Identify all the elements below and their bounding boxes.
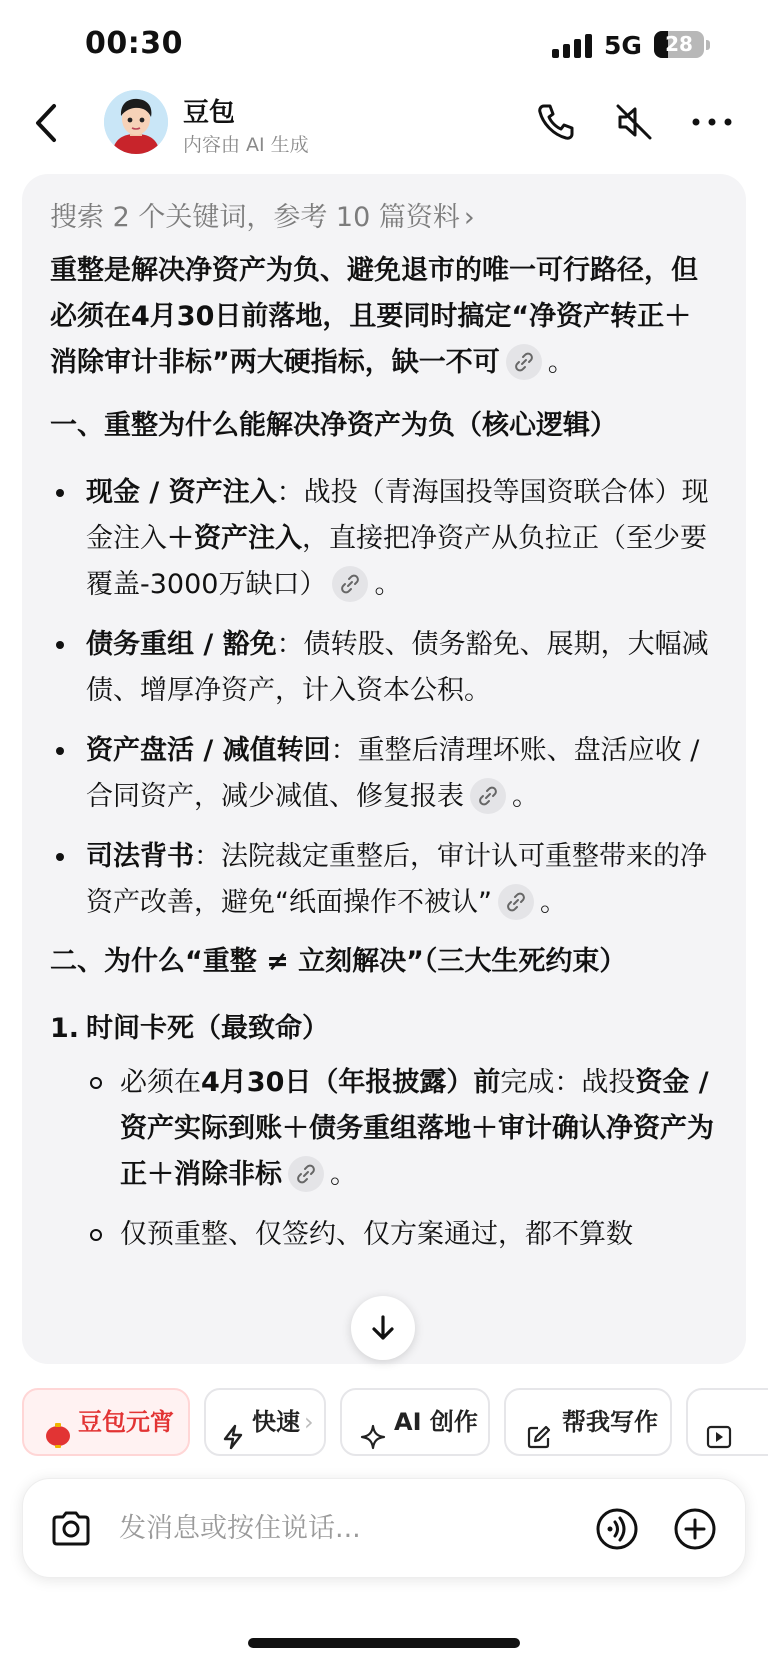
section-2-title: 二、为什么“重整 ≠ 立刻解决”（三大生死约束） [50, 946, 627, 977]
scroll-to-bottom-button[interactable] [351, 1296, 415, 1360]
more-icon[interactable] [690, 100, 734, 144]
voice-icon[interactable] [595, 1507, 639, 1555]
battery-cap [706, 40, 710, 50]
numbered-heading-text: 时间卡死（最致命） [86, 1013, 329, 1044]
source-link-icon[interactable] [506, 344, 542, 380]
chip-label: 豆包元宵 [78, 1408, 174, 1436]
bullet-text: ：战投（青海国投等国资联合体）现金注入 [86, 477, 709, 554]
bullet-list [50, 470, 718, 926]
intro-paragraph: 重整是解决净资产为负、避免退市的唯一可行路径，但必须在4月30日前落地，且要同时搞定“净资产转正＋消除审计非标”两大硬指标，缺一不可 。 [50, 255, 698, 378]
message-input[interactable]: 发消息或按住说话... [119, 1513, 361, 1544]
lightning-icon [222, 1410, 244, 1456]
home-indicator[interactable] [248, 1638, 520, 1648]
quick-action-chips [22, 1388, 768, 1456]
bullet-item [50, 622, 718, 714]
battery-icon [654, 31, 704, 58]
phone-icon[interactable] [534, 100, 578, 144]
source-link-icon[interactable] [288, 1156, 324, 1192]
chip-label: AI 创作 [394, 1408, 478, 1436]
chip-ai-create[interactable] [340, 1388, 490, 1456]
sub-bullet-item: 必须在4月30日（年报披露）前完成：战投资金 / 资产实际到账＋债务重组落地＋审计确认净资产为正＋消除非标 。 [86, 1060, 718, 1198]
search-reference-link[interactable] [50, 198, 718, 238]
bot-name: 豆包 [183, 98, 236, 128]
bullet-item: 现金 / 资产注入：战投（青海国投等国资联合体）现金注入＋资产注入，直接把净资产从负拉正（至少要覆盖-3000万缺口） 。 [50, 470, 718, 608]
bullet-text: ：债转股、债务豁免、展期，大幅减债、增厚净资产，计入资本公积。 [86, 629, 709, 706]
video-icon [706, 1410, 732, 1456]
source-link-icon[interactable] [498, 884, 534, 920]
chip-doubao-yuanxiao[interactable] [22, 1388, 190, 1456]
bullet-text: ：重整后清理坏账、盘活应收 / 合同资产，减少减值、修复报表 [86, 735, 700, 812]
number-label: 1. [50, 1013, 80, 1044]
status-bar [0, 0, 768, 90]
chevron-right-icon: › [463, 202, 475, 233]
source-link-icon[interactable] [332, 566, 368, 602]
battery-level: 28 [665, 32, 693, 56]
bullet-text: ：法院裁定重整后，审计认可重整带来的净资产改善，避免“纸面操作不被认” [86, 841, 707, 918]
bullet-item: 资产盘活 / 减值转回：重整后清理坏账、盘活应收 / 合同资产，减少减值、修复报表 。 [50, 728, 718, 820]
ai-message-card [22, 174, 746, 1364]
chip-more[interactable] [686, 1388, 768, 1456]
sub-text-2: 完成：战投 [500, 1067, 636, 1098]
chip-fast[interactable] [204, 1388, 326, 1456]
chip-label: 快速 [252, 1408, 300, 1436]
sub-text: 仅预重整、仅签约、仅方案通过，都不算数 [120, 1219, 633, 1250]
source-link-icon[interactable] [470, 778, 506, 814]
chat-header [0, 84, 768, 164]
signal-icon [552, 34, 594, 58]
ai-generated-note: 内容由 AI 生成 [183, 134, 309, 156]
section-1-title: 一、重整为什么能解决净资产为负（核心逻辑） [50, 410, 617, 441]
sub-bold-2: 资金 / 资产实际到账＋债务重组落地＋审计确认净资产为正＋消除非标 [120, 1067, 714, 1190]
search-reference-text: 搜索 2 个关键词，参考 10 篇资料 [50, 202, 460, 233]
chip-label: 帮我写作 [562, 1408, 658, 1436]
sub-text: 必须在 [120, 1067, 201, 1098]
plus-icon[interactable] [673, 1507, 717, 1555]
chip-help-write[interactable] [504, 1388, 672, 1456]
bullet-bold: 资产盘活 / 减值转回 [86, 735, 331, 766]
status-time: 00:30 [85, 26, 183, 61]
numbered-heading [50, 1006, 718, 1052]
back-icon[interactable] [26, 98, 66, 148]
sub-bold: 4月30日（年报披露）前 [201, 1067, 501, 1098]
bullet-bold-2: ＋资产注入 [167, 523, 302, 554]
bullet-text-2: ，直接把净资产从负拉正（至少要覆盖-3000万缺口） [86, 523, 707, 600]
arrow-down-icon [369, 1314, 397, 1342]
camera-icon[interactable] [49, 1507, 93, 1555]
bullet-item: 司法背书：法院裁定重整后，审计认可重整带来的净资产改善，避免“纸面操作不被认” 。 [50, 834, 718, 926]
lantern-icon [44, 1409, 72, 1456]
chevron-right-icon: › [304, 1408, 314, 1436]
edit-icon [526, 1410, 552, 1456]
network-label: 5G [604, 31, 642, 60]
message-input-bar[interactable] [22, 1478, 746, 1578]
intro-text: 重整是解决净资产为负、避免退市的唯一可行路径，但必须在4月30日前落地，且要同时搞定“净资产转正＋消除审计非标”两大硬指标，缺一不可 [50, 255, 698, 378]
bullet-bold: 司法背书 [86, 841, 194, 872]
avatar[interactable] [104, 90, 168, 154]
sparkle-icon [360, 1410, 386, 1456]
sub-bullet-item [86, 1212, 718, 1258]
mute-icon[interactable] [612, 100, 656, 144]
bullet-bold: 现金 / 资产注入 [86, 477, 277, 508]
bullet-bold: 债务重组 / 豁免 [86, 629, 277, 660]
sub-bullet-list [50, 1060, 718, 1258]
